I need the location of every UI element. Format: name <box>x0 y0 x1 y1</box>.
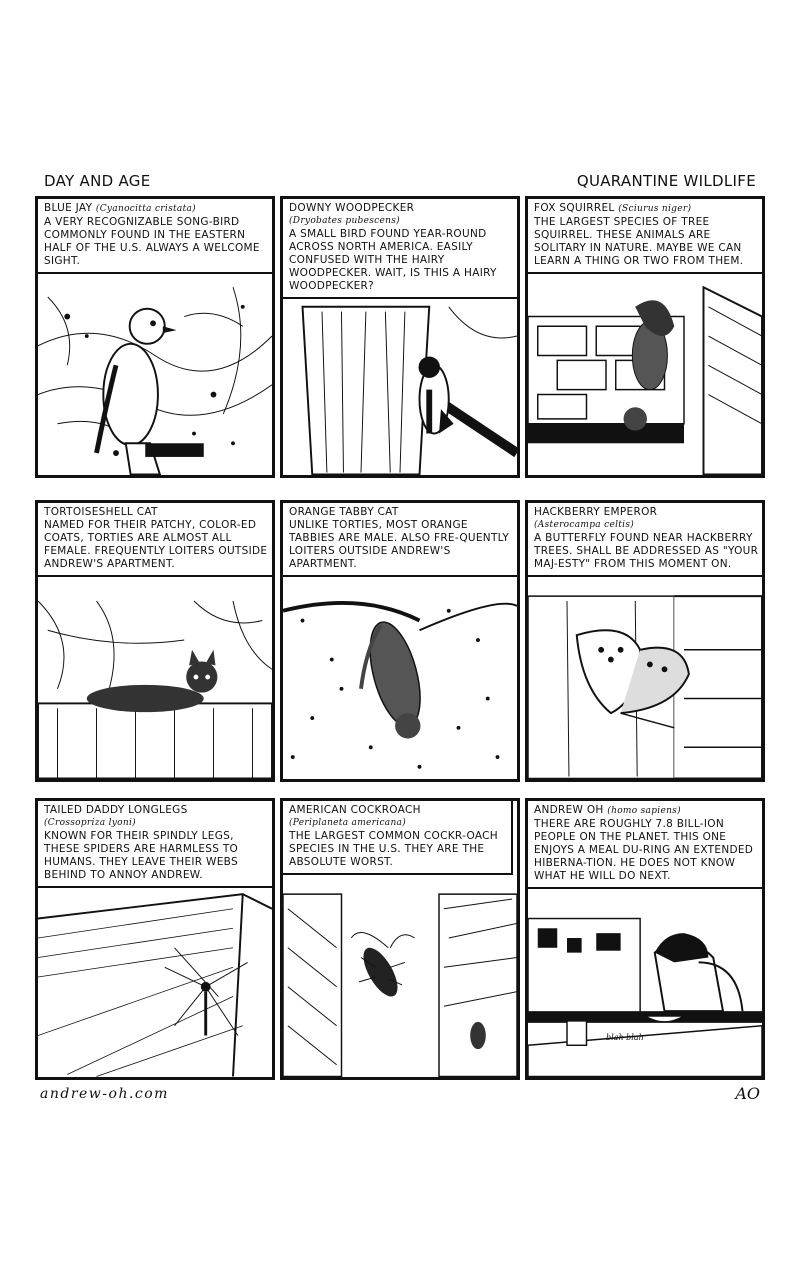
blah-sound-effect: blah blah <box>606 1033 644 1042</box>
species-name: TORTOISESHELL CAT <box>44 506 158 518</box>
caption-downy-woodpecker <box>283 199 520 299</box>
panel-fox-squirrel <box>525 196 765 478</box>
scientific-name: (homo sapiens) <box>607 806 681 816</box>
species-name: FOX SQUIRREL <box>534 202 615 214</box>
species-name: HACKBERRY EMPEROR <box>534 506 658 518</box>
panel-tortoiseshell-cat <box>35 500 275 782</box>
species-name: ORANGE TABBY CAT <box>289 506 399 518</box>
species-description: A SMALL BIRD FOUND YEAR-ROUND ACROSS NORTH AMERICA. EASILY CONFUSED WITH THE HAIRY WOODPECKER. WAIT, IS THIS A HAIRY WOODPECKER? <box>289 228 497 292</box>
caption-blue-jay <box>38 199 275 274</box>
scientific-name: (Sciurus niger) <box>618 204 692 214</box>
strip-title: QUARANTINE WILDLIFE <box>576 172 756 190</box>
species-name: DOWNY WOODPECKER <box>289 202 415 214</box>
caption-tailed-daddy-longlegs <box>38 801 275 888</box>
panel-tailed-daddy-longlegs <box>35 798 275 1080</box>
species-description: THERE ARE ROUGHLY 7.8 BILL-ION PEOPLE ON THE PLANET. THIS ONE ENJOYS A MEAL DU-RING AN EXTENDED HIBERNA-TION. HE DOES NOT KNOW WHAT HE WILL DO NEXT. <box>534 818 754 882</box>
artist-signature: AO <box>735 1084 760 1103</box>
panel-hackberry-emperor <box>525 500 765 782</box>
caption-fox-squirrel <box>528 199 765 274</box>
species-description: A VERY RECOGNIZABLE SONG-BIRD COMMONLY FOUND IN THE EASTERN HALF OF THE U.S. ALWAYS A WELCOME SIGHT. <box>44 216 260 267</box>
species-name: TAILED DADDY LONGLEGS <box>44 804 188 816</box>
species-description: KNOWN FOR THEIR SPINDLY LEGS, THESE SPIDERS ARE HARMLESS TO HUMANS. THEY LEAVE THEIR WEBS BEHIND TO ANNOY ANDREW. <box>44 830 239 881</box>
scientific-name: (Crossopriza lyoni) <box>44 818 136 828</box>
scientific-name: (Asterocampa celtis) <box>534 520 635 530</box>
species-name: AMERICAN COCKROACH <box>289 804 421 816</box>
species-name: BLUE JAY <box>44 202 93 214</box>
species-name: ANDREW OH <box>534 804 604 816</box>
species-description: THE LARGEST SPECIES OF TREE SQUIRREL. THESE ANIMALS ARE SOLITARY IN NATURE. MAYBE WE CAN LEARN A THING OR TWO FROM THEM. <box>534 216 744 267</box>
species-description: NAMED FOR THEIR PATCHY, COLOR-ED COATS, TORTIES ARE ALMOST ALL FEMALE. FREQUENTLY LOITERS OUTSIDE ANDREW'S APARTMENT. <box>44 519 268 570</box>
species-description: THE LARGEST COMMON COCKR-OACH SPECIES IN THE U.S. THEY ARE THE ABSOLUTE WORST. <box>289 830 498 868</box>
caption-american-cockroach <box>283 801 513 875</box>
scientific-name: (Cyanocitta cristata) <box>95 204 196 214</box>
panel-american-cockroach <box>280 798 520 1080</box>
caption-orange-tabby-cat <box>283 503 520 577</box>
caption-hackberry-emperor <box>528 503 765 577</box>
website-url: andrew-oh.com <box>40 1086 169 1102</box>
series-title: DAY AND AGE <box>44 172 151 190</box>
caption-tortoiseshell-cat <box>38 503 275 577</box>
panel-orange-tabby-cat <box>280 500 520 782</box>
species-description: A BUTTERFLY FOUND NEAR HACKBERRY TREES. SHALL BE ADDRESSED AS "YOUR MAJ-ESTY" FROM THIS MOMENT ON. <box>534 532 759 570</box>
caption-andrew-oh <box>528 801 765 889</box>
scientific-name: (Dryobates pubescens) <box>289 216 400 226</box>
panel-blue-jay <box>35 196 275 478</box>
species-description: UNLIKE TORTIES, MOST ORANGE TABBIES ARE MALE. ALSO FRE-QUENTLY LOITERS OUTSIDE ANDREW'S APARTMENT. <box>289 519 510 570</box>
panel-andrew-oh <box>525 798 765 1080</box>
scientific-name: (Periplaneta americana) <box>289 818 407 828</box>
panel-downy-woodpecker <box>280 196 520 478</box>
